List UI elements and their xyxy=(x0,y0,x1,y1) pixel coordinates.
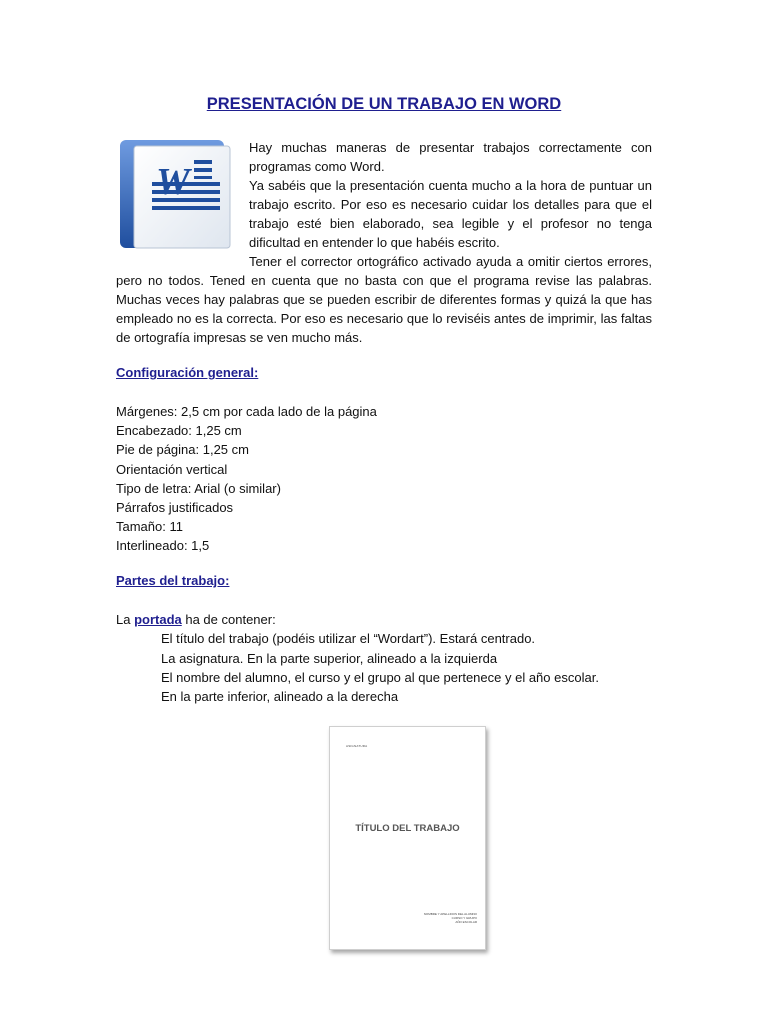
portada-item: El título del trabajo (podéis utilizar el “Wordart”). Estará centrado. xyxy=(161,631,536,647)
cover-footer-line: AÑO ESCOLAR xyxy=(455,920,477,924)
cover-asignatura: ASIGNATURA xyxy=(346,744,368,748)
intro-paragraph: Ya sabéis que la presentación cuenta mucho a la hora de puntuar un trabajo escrito. Por eso es necesario cuidar los detalles para que el trabajo esté bien elaborado, sea legible y el profesor no tenga dificultad en entender lo que habéis escrito. xyxy=(249,178,652,250)
svg-text:W: W xyxy=(156,161,190,203)
config-item: Márgenes: 2,5 cm por cada lado de la página xyxy=(116,404,377,419)
portada-item: El nombre del alumno, el curso y el grupo al que pertenece y el año escolar. xyxy=(161,669,599,685)
cover-example-image xyxy=(329,726,486,950)
config-item: Encabezado: 1,25 cm xyxy=(116,423,242,439)
config-heading: Configuración general: xyxy=(116,365,259,380)
config-item: Interlineado: 1,5 xyxy=(116,538,210,554)
cover-footer-line: NOMBRE Y APELLIDOS DEL ALUMNO xyxy=(423,912,477,916)
parts-heading: Partes del trabajo: xyxy=(116,573,230,588)
portada-intro xyxy=(116,610,656,629)
config-list xyxy=(116,402,652,556)
portada-item: En la parte inferior, alineado a la derecha xyxy=(161,689,399,705)
cover-footer xyxy=(424,912,477,924)
config-item: Tamaño: 11 xyxy=(116,519,183,535)
intro-paragraph: Tener el corrector ortográfico activado ayuda a omitir ciertos errores, pero no todos. Tened en cuenta que no basta con que el programa revise las palabras. Muchas veces hay palabras que se pueden escribir de diferentes formas y quizá la que has empleado no es la correcta. Por eso es necesario que lo reviséis antes de imprimir, las faltas de ortografía impresas se ven mucho más. xyxy=(116,254,652,345)
cover-title: TÍTULO DEL TRABAJO xyxy=(355,823,460,834)
config-item: Orientación vertical xyxy=(116,461,228,477)
cover-footer-line: CURSO Y GRUPO xyxy=(451,916,477,920)
portada-prefix: La xyxy=(116,612,135,627)
config-item: Párrafos justificados xyxy=(116,500,234,516)
portada-item: La asignatura. En la parte superior, alineado a la izquierda xyxy=(161,650,498,666)
document-title: PRESENTACIÓN DE UN TRABAJO EN WORD xyxy=(206,95,562,113)
portada-section xyxy=(116,610,656,706)
intro-text xyxy=(116,138,652,347)
portada-suffix: ha de contener: xyxy=(181,612,276,627)
config-item: Tipo de letra: Arial (o similar) xyxy=(116,480,281,496)
portada-word: portada xyxy=(134,612,182,627)
intro-paragraph: Hay muchas maneras de presentar trabajos correctamente con programas como Word. xyxy=(249,140,652,174)
config-item: Pie de página: 1,25 cm xyxy=(116,442,249,458)
